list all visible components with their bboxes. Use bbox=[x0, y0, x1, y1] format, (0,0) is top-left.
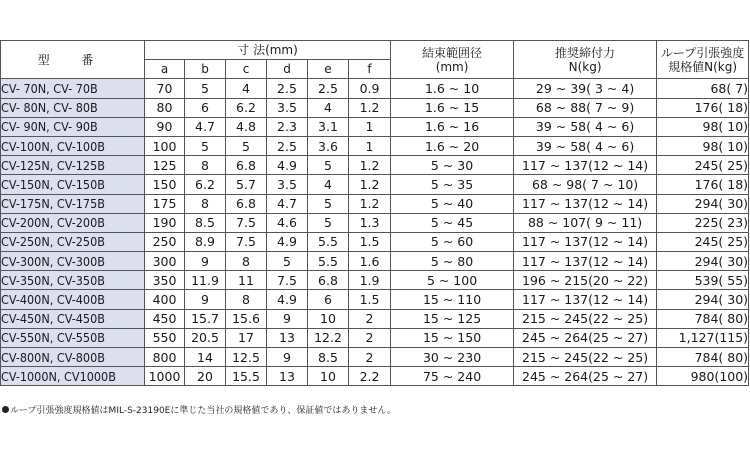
dim-d-cell: 9 bbox=[267, 309, 308, 328]
dim-c-cell: 6.2 bbox=[226, 98, 267, 117]
dim-e-cell: 10 bbox=[308, 309, 349, 328]
model-cell: CV- 70N, CV- 70B bbox=[1, 79, 145, 98]
loop-strength-cell: 294( 30) bbox=[657, 252, 749, 271]
loop-strength-cell: 176( 18) bbox=[657, 98, 749, 117]
dim-e-cell: 2.5 bbox=[308, 79, 349, 98]
table-row bbox=[1, 213, 749, 232]
tension-cell: 39 ~ 58( 4 ~ 6) bbox=[514, 136, 657, 155]
footnote bbox=[2, 403, 396, 416]
dim-a-cell: 250 bbox=[145, 232, 185, 251]
loop-strength-cell: 294( 30) bbox=[657, 290, 749, 309]
dim-d-cell: 4.6 bbox=[267, 213, 308, 232]
loop-strength-cell: 68( 7) bbox=[657, 79, 749, 98]
bundle-range-cell: 15 ~ 150 bbox=[391, 328, 514, 347]
table-row bbox=[1, 271, 749, 290]
tension-cell: 88 ~ 107( 9 ~ 11) bbox=[514, 213, 657, 232]
dim-a-cell: 1000 bbox=[145, 367, 185, 386]
dim-f-cell: 2 bbox=[349, 328, 391, 347]
model-cell: CV-175N, CV-175B bbox=[1, 194, 145, 213]
table-row bbox=[1, 328, 749, 347]
table-row bbox=[1, 117, 749, 136]
table-row bbox=[1, 348, 749, 367]
dim-a-cell: 800 bbox=[145, 348, 185, 367]
model-cell: CV-450N, CV-450B bbox=[1, 309, 145, 328]
dim-c-cell: 5.7 bbox=[226, 175, 267, 194]
dim-e-cell: 5 bbox=[308, 156, 349, 175]
model-cell: CV-350N, CV-350B bbox=[1, 271, 145, 290]
dim-d-cell: 4.9 bbox=[267, 290, 308, 309]
tension-cell: 117 ~ 137(12 ~ 14) bbox=[514, 232, 657, 251]
dim-e-cell: 12.2 bbox=[308, 328, 349, 347]
dim-c-cell: 17 bbox=[226, 328, 267, 347]
dim-a-cell: 190 bbox=[145, 213, 185, 232]
table-row bbox=[1, 136, 749, 155]
dim-f-cell: 1 bbox=[349, 117, 391, 136]
tension-cell: 68 ~ 88( 7 ~ 9) bbox=[514, 98, 657, 117]
dim-e-cell: 6.8 bbox=[308, 271, 349, 290]
model-cell: CV-125N, CV-125B bbox=[1, 156, 145, 175]
dim-a-cell: 175 bbox=[145, 194, 185, 213]
dim-b-cell: 20 bbox=[185, 367, 226, 386]
dim-c-cell: 6.8 bbox=[226, 194, 267, 213]
loop-strength-cell: 225( 23) bbox=[657, 213, 749, 232]
dim-e-cell: 4 bbox=[308, 175, 349, 194]
loop-strength-cell: 245( 25) bbox=[657, 156, 749, 175]
tension-cell: 117 ~ 137(12 ~ 14) bbox=[514, 194, 657, 213]
dim-b-cell: 6 bbox=[185, 98, 226, 117]
header-loop-l2: 規格値N(kg) bbox=[668, 59, 738, 74]
tension-cell: 196 ~ 215(20 ~ 22) bbox=[514, 271, 657, 290]
bundle-range-cell: 5 ~ 40 bbox=[391, 194, 514, 213]
header-bundle-range-l2: (mm) bbox=[435, 59, 469, 74]
dim-c-cell: 8 bbox=[226, 252, 267, 271]
model-cell: CV-1000N, CV1000B bbox=[1, 367, 145, 386]
header-dim-a: a bbox=[145, 60, 185, 79]
spec-table bbox=[0, 40, 749, 386]
dim-e-cell: 5.5 bbox=[308, 252, 349, 271]
loop-strength-cell: 98( 10) bbox=[657, 117, 749, 136]
dim-f-cell: 1.6 bbox=[349, 252, 391, 271]
model-cell: CV- 80N, CV- 80B bbox=[1, 98, 145, 117]
dim-c-cell: 8 bbox=[226, 290, 267, 309]
dim-d-cell: 13 bbox=[267, 328, 308, 347]
bundle-range-cell: 5 ~ 80 bbox=[391, 252, 514, 271]
header-model: 型 番 bbox=[1, 41, 145, 79]
dim-d-cell: 9 bbox=[267, 348, 308, 367]
table-row bbox=[1, 98, 749, 117]
dim-d-cell: 4.9 bbox=[267, 232, 308, 251]
dim-c-cell: 12.5 bbox=[226, 348, 267, 367]
bundle-range-cell: 1.6 ~ 20 bbox=[391, 136, 514, 155]
dim-f-cell: 1.2 bbox=[349, 175, 391, 194]
tension-cell: 215 ~ 245(22 ~ 25) bbox=[514, 309, 657, 328]
header-dim-b: b bbox=[185, 60, 226, 79]
dim-b-cell: 8 bbox=[185, 156, 226, 175]
table-row bbox=[1, 194, 749, 213]
loop-strength-cell: 294( 30) bbox=[657, 194, 749, 213]
table-row bbox=[1, 156, 749, 175]
dim-a-cell: 100 bbox=[145, 136, 185, 155]
dim-e-cell: 3.1 bbox=[308, 117, 349, 136]
spec-table-body bbox=[1, 79, 749, 386]
header-dim-d: d bbox=[267, 60, 308, 79]
bundle-range-cell: 5 ~ 100 bbox=[391, 271, 514, 290]
dim-b-cell: 8 bbox=[185, 194, 226, 213]
loop-strength-cell: 176( 18) bbox=[657, 175, 749, 194]
dim-a-cell: 70 bbox=[145, 79, 185, 98]
header-dim-f: f bbox=[349, 60, 391, 79]
dim-e-cell: 4 bbox=[308, 98, 349, 117]
dim-f-cell: 2.2 bbox=[349, 367, 391, 386]
header-loop-strength bbox=[657, 41, 749, 79]
dim-a-cell: 90 bbox=[145, 117, 185, 136]
dim-f-cell: 2 bbox=[349, 348, 391, 367]
table-row bbox=[1, 232, 749, 251]
dim-b-cell: 15.7 bbox=[185, 309, 226, 328]
dim-a-cell: 350 bbox=[145, 271, 185, 290]
dim-b-cell: 8.9 bbox=[185, 232, 226, 251]
bundle-range-cell: 30 ~ 230 bbox=[391, 348, 514, 367]
bundle-range-cell: 5 ~ 30 bbox=[391, 156, 514, 175]
table-row bbox=[1, 290, 749, 309]
loop-strength-cell: 1,127(115) bbox=[657, 328, 749, 347]
loop-strength-cell: 980(100) bbox=[657, 367, 749, 386]
tension-cell: 215 ~ 245(22 ~ 25) bbox=[514, 348, 657, 367]
dim-e-cell: 5 bbox=[308, 213, 349, 232]
model-cell: CV-250N, CV-250B bbox=[1, 232, 145, 251]
dim-c-cell: 15.5 bbox=[226, 367, 267, 386]
header-dim-e: e bbox=[308, 60, 349, 79]
header-dimensions: 寸 法(mm) bbox=[145, 41, 391, 60]
dim-b-cell: 8.5 bbox=[185, 213, 226, 232]
dim-f-cell: 1.3 bbox=[349, 213, 391, 232]
bundle-range-cell: 5 ~ 45 bbox=[391, 213, 514, 232]
table-row bbox=[1, 367, 749, 386]
dim-d-cell: 7.5 bbox=[267, 271, 308, 290]
dim-f-cell: 1 bbox=[349, 136, 391, 155]
model-cell: CV- 90N, CV- 90B bbox=[1, 117, 145, 136]
header-tension-l2: N(kg) bbox=[568, 59, 602, 74]
tension-cell: 29 ~ 39( 3 ~ 4) bbox=[514, 79, 657, 98]
dim-c-cell: 11 bbox=[226, 271, 267, 290]
model-cell: CV-300N, CV-300B bbox=[1, 252, 145, 271]
dim-a-cell: 450 bbox=[145, 309, 185, 328]
dim-b-cell: 14 bbox=[185, 348, 226, 367]
loop-strength-cell: 539( 55) bbox=[657, 271, 749, 290]
dim-f-cell: 1.2 bbox=[349, 194, 391, 213]
dim-e-cell: 6 bbox=[308, 290, 349, 309]
dim-e-cell: 5 bbox=[308, 194, 349, 213]
dim-f-cell: 2 bbox=[349, 309, 391, 328]
table-row bbox=[1, 79, 749, 98]
dim-f-cell: 1.2 bbox=[349, 156, 391, 175]
dim-b-cell: 6.2 bbox=[185, 175, 226, 194]
dim-c-cell: 5 bbox=[226, 136, 267, 155]
bundle-range-cell: 15 ~ 125 bbox=[391, 309, 514, 328]
dim-a-cell: 150 bbox=[145, 175, 185, 194]
dim-b-cell: 9 bbox=[185, 290, 226, 309]
table-row bbox=[1, 175, 749, 194]
header-bundle-range bbox=[391, 41, 514, 79]
header-bundle-range-l1: 結束範囲径 bbox=[422, 45, 483, 60]
bundle-range-cell: 1.6 ~ 16 bbox=[391, 117, 514, 136]
dim-c-cell: 4 bbox=[226, 79, 267, 98]
dim-e-cell: 10 bbox=[308, 367, 349, 386]
bundle-range-cell: 5 ~ 60 bbox=[391, 232, 514, 251]
dim-d-cell: 4.7 bbox=[267, 194, 308, 213]
dim-c-cell: 15.6 bbox=[226, 309, 267, 328]
dim-d-cell: 13 bbox=[267, 367, 308, 386]
model-cell: CV-400N, CV-400B bbox=[1, 290, 145, 309]
dim-d-cell: 2.3 bbox=[267, 117, 308, 136]
table-row bbox=[1, 252, 749, 271]
dim-f-cell: 1.2 bbox=[349, 98, 391, 117]
loop-strength-cell: 98( 10) bbox=[657, 136, 749, 155]
dim-d-cell: 4.9 bbox=[267, 156, 308, 175]
dim-c-cell: 7.5 bbox=[226, 213, 267, 232]
tension-cell: 117 ~ 137(12 ~ 14) bbox=[514, 156, 657, 175]
dim-e-cell: 3.6 bbox=[308, 136, 349, 155]
dim-a-cell: 125 bbox=[145, 156, 185, 175]
model-cell: CV-200N, CV-200B bbox=[1, 213, 145, 232]
dim-d-cell: 3.5 bbox=[267, 98, 308, 117]
bundle-range-cell: 15 ~ 110 bbox=[391, 290, 514, 309]
dim-a-cell: 300 bbox=[145, 252, 185, 271]
dim-b-cell: 9 bbox=[185, 252, 226, 271]
footnote-bullet-icon bbox=[2, 406, 9, 413]
model-cell: CV-150N, CV-150B bbox=[1, 175, 145, 194]
dim-e-cell: 5.5 bbox=[308, 232, 349, 251]
tension-cell: 39 ~ 58( 4 ~ 6) bbox=[514, 117, 657, 136]
header-tension-l1: 推奨締付力 bbox=[555, 45, 616, 60]
tension-cell: 68 ~ 98( 7 ~ 10) bbox=[514, 175, 657, 194]
dim-c-cell: 7.5 bbox=[226, 232, 267, 251]
model-cell: CV-800N, CV-800B bbox=[1, 348, 145, 367]
bundle-range-cell: 5 ~ 35 bbox=[391, 175, 514, 194]
bundle-range-cell: 1.6 ~ 15 bbox=[391, 98, 514, 117]
dim-b-cell: 5 bbox=[185, 136, 226, 155]
model-cell: CV-100N, CV-100B bbox=[1, 136, 145, 155]
model-cell: CV-550N, CV-550B bbox=[1, 328, 145, 347]
dim-f-cell: 1.9 bbox=[349, 271, 391, 290]
dim-d-cell: 2.5 bbox=[267, 79, 308, 98]
loop-strength-cell: 784( 80) bbox=[657, 309, 749, 328]
header-tension bbox=[514, 41, 657, 79]
tension-cell: 117 ~ 137(12 ~ 14) bbox=[514, 290, 657, 309]
dim-c-cell: 4.8 bbox=[226, 117, 267, 136]
tension-cell: 245 ~ 264(25 ~ 27) bbox=[514, 367, 657, 386]
loop-strength-cell: 784( 80) bbox=[657, 348, 749, 367]
dim-a-cell: 400 bbox=[145, 290, 185, 309]
loop-strength-cell: 245( 25) bbox=[657, 232, 749, 251]
bundle-range-cell: 1.6 ~ 10 bbox=[391, 79, 514, 98]
dim-b-cell: 11.9 bbox=[185, 271, 226, 290]
dim-e-cell: 8.5 bbox=[308, 348, 349, 367]
dim-a-cell: 80 bbox=[145, 98, 185, 117]
header-loop-l1: ループ引張強度 bbox=[660, 45, 745, 60]
dim-d-cell: 2.5 bbox=[267, 136, 308, 155]
dim-f-cell: 0.9 bbox=[349, 79, 391, 98]
footnote-text: ループ引張強度規格値はMIL-S-23190Eに準じた当社の規格値であり、保証値ではありません。 bbox=[10, 406, 396, 416]
tension-cell: 245 ~ 264(25 ~ 27) bbox=[514, 328, 657, 347]
dim-d-cell: 5 bbox=[267, 252, 308, 271]
spec-table-container bbox=[0, 40, 750, 386]
dim-b-cell: 4.7 bbox=[185, 117, 226, 136]
dim-c-cell: 6.8 bbox=[226, 156, 267, 175]
dim-b-cell: 20.5 bbox=[185, 328, 226, 347]
dim-f-cell: 1.5 bbox=[349, 232, 391, 251]
dim-d-cell: 3.5 bbox=[267, 175, 308, 194]
dim-f-cell: 1.5 bbox=[349, 290, 391, 309]
bundle-range-cell: 75 ~ 240 bbox=[391, 367, 514, 386]
dim-b-cell: 5 bbox=[185, 79, 226, 98]
table-row bbox=[1, 309, 749, 328]
tension-cell: 117 ~ 137(12 ~ 14) bbox=[514, 252, 657, 271]
dim-a-cell: 550 bbox=[145, 328, 185, 347]
header-dim-c: c bbox=[226, 60, 267, 79]
